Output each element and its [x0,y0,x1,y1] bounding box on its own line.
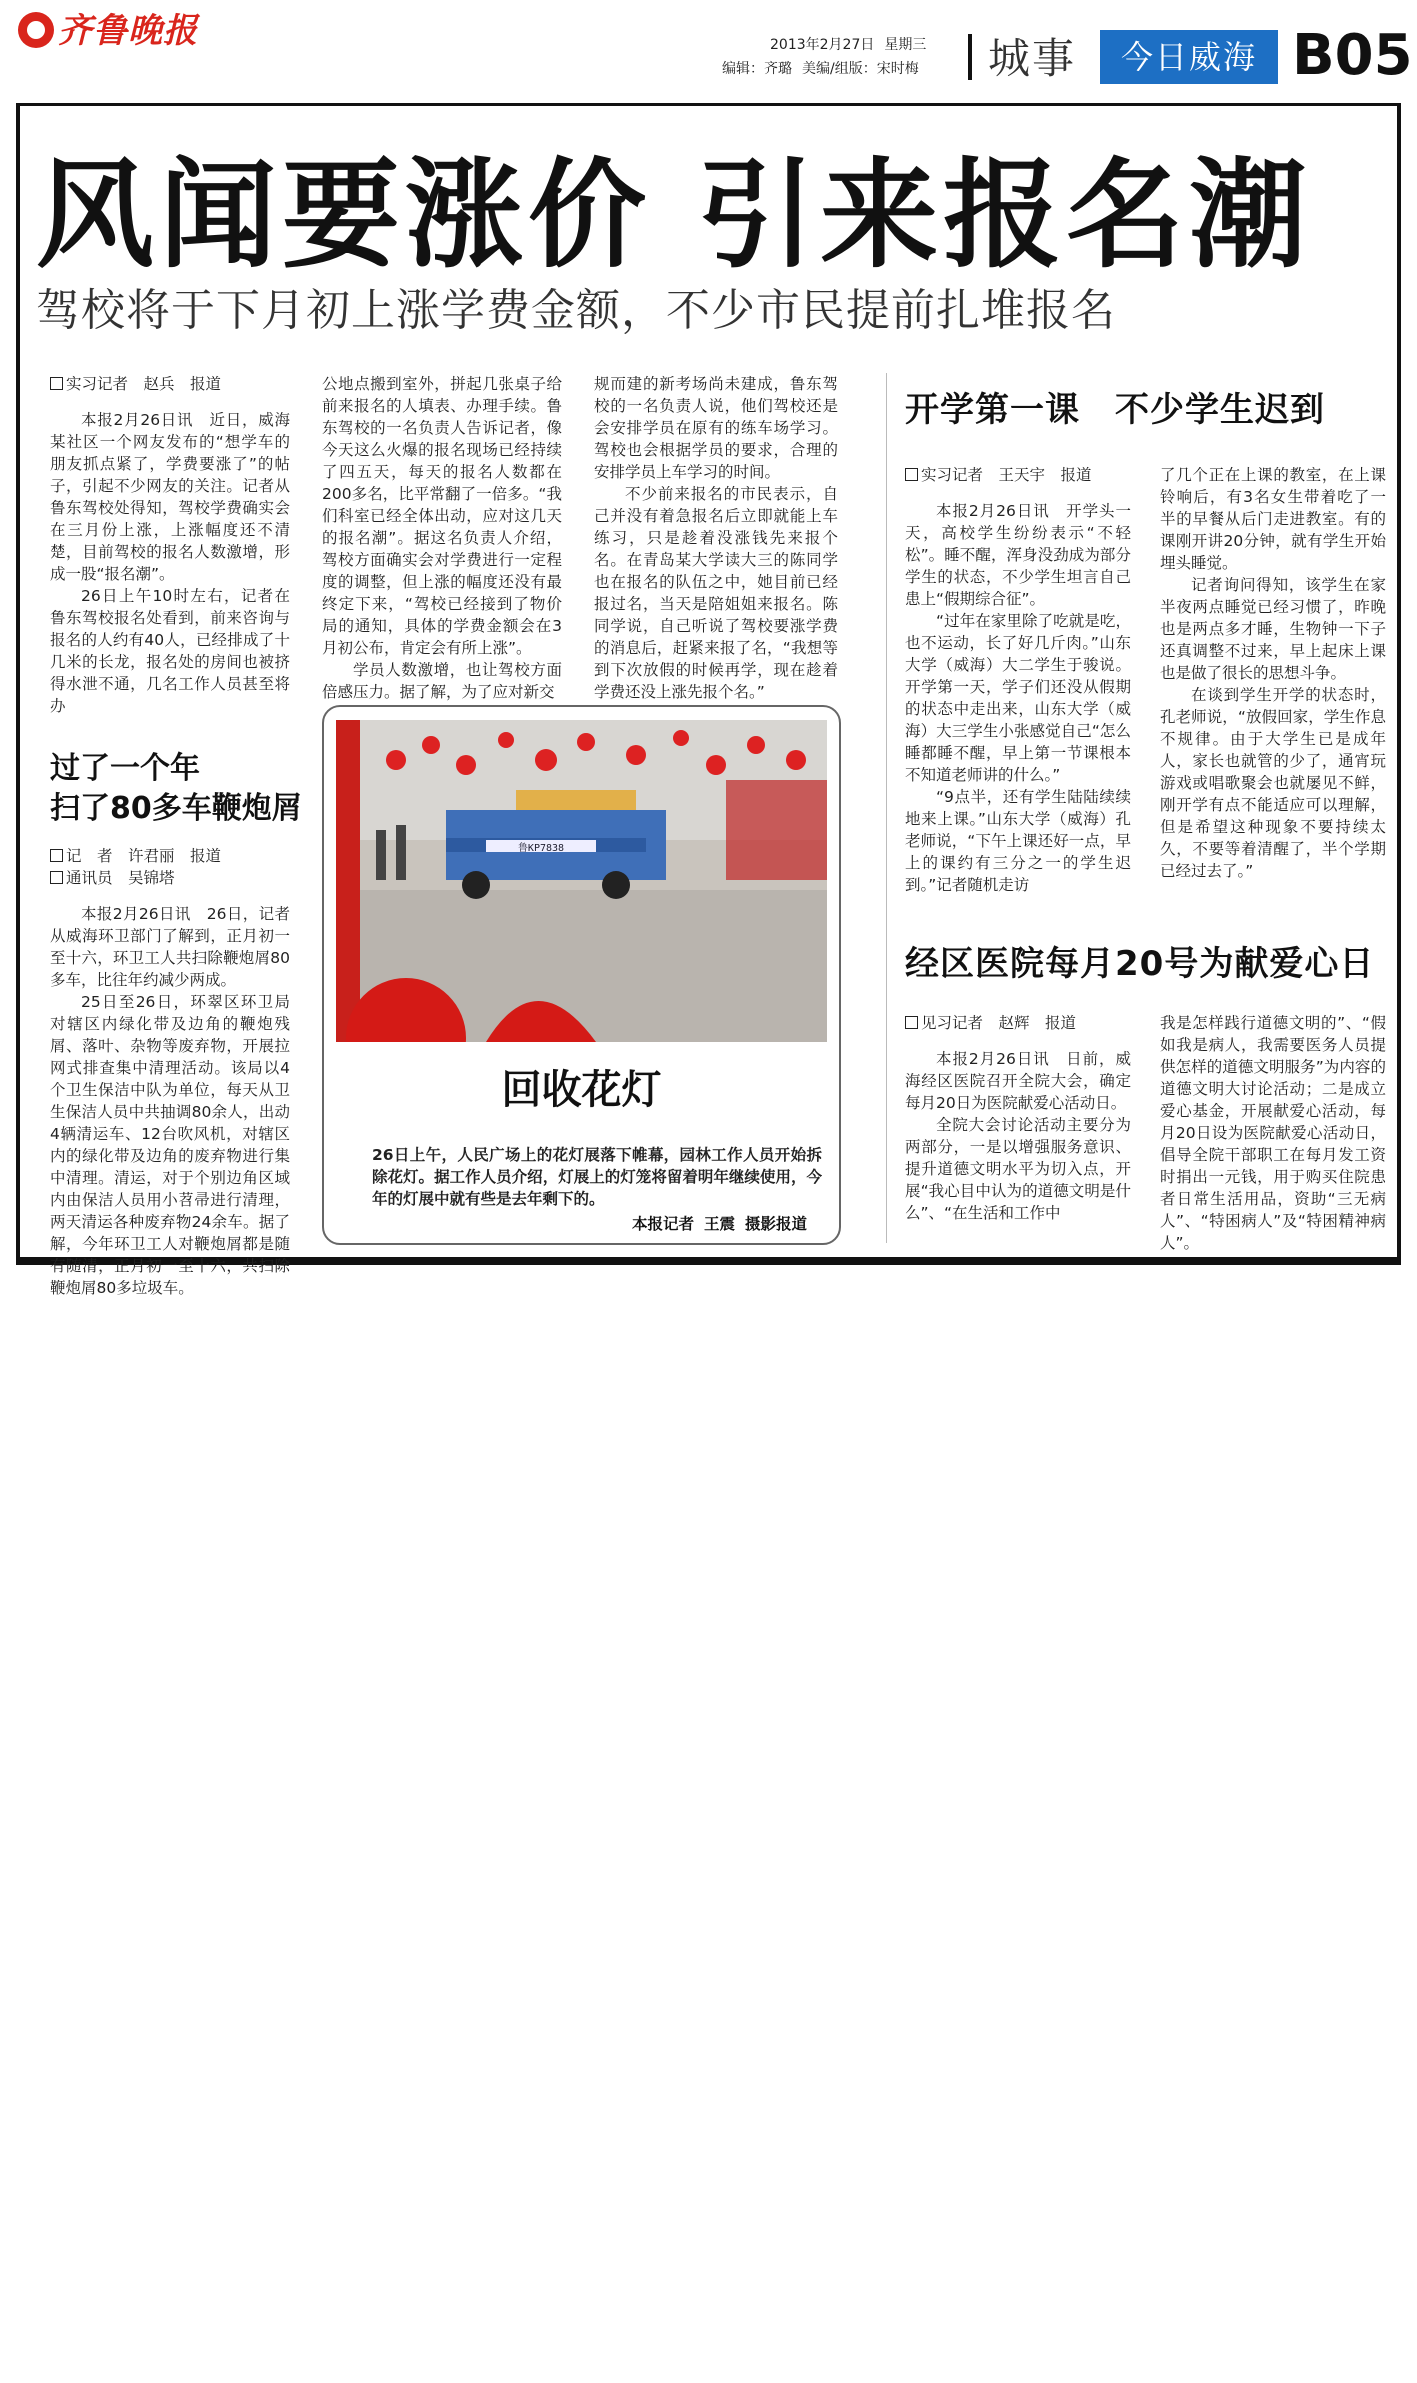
school-paragraph: “过年在家里除了吃就是吃，也不运动，长了好几斤肉。”山东大学（威海）大二学生于骏说。开学第一天，学子们还没从假期的状态中走出来，山东大学（威海）大三学生小张感觉自己“怎么睡都睡不醒，早上第一节课根本不知道老师讲的什么。” [905,612,1131,784]
logo-emblem-icon [18,12,54,48]
firecracker-byline: 记 者 许君丽 报道 [50,845,290,867]
lead-paragraph: 26日上午10时左右，记者在鲁东驾校报名处看到，前来咨询与报名的人约有40人，已经排成了十几米的长龙，报名处的房间也被挤得水泄不通，几名工作人员甚至将办 [50,587,290,715]
school-column-1 [905,464,1131,896]
hospital-paragraph: 全院大会讨论活动主要分为两部分，一是以增强服务意识、提升道德文明水平为切入点，开展“我心目中认为的道德文明是什么”、“在生活和工作中 [905,1116,1131,1222]
hospital-title: 经区医院每月20号为献爱心日 [905,944,1375,984]
firecracker-paragraph: 25日至26日，环翠区环卫局对辖区内绿化带及边角的鞭炮残屑、落叶、杂物等废弃物，开展拉网式排查集中清理活动。该局以4个卫生保洁中队为单位，每天从卫生保洁人员中共抽调80余人，出动4辆清运车、12台吹风机，对辖区内的绿化带及边角的废弃物进行集中清理。清运，对于个别边角区域内由保洁人员用小苕帚进行清理，两天清运各种废弃物24余车。据了解，今年环卫工人对鞭炮屑都是随有随清，正月初一至十六，共扫除鞭炮屑80多垃圾车。 [50,993,290,1297]
lead-paragraph: 本报2月26日讯 近日，威海某社区一个网友发布的“想学车的朋友抓点紧了，学费要涨了”的帖子，引起不少网友的关注。记者从鲁东驾校处得知，驾校学费确实会在三月份上涨，上涨幅度还不清楚，目前驾校的报名人数激增，形成一股“报名潮”。 [50,411,290,583]
school-paragraph: 记者询问得知，该学生在家半夜两点睡觉已经习惯了，昨晚也是两点多才睡，生物钟一下子还真调整不过来，早上起床上课也是做了很长的思想斗争。 [1160,576,1386,682]
region-badge: 今日威海 [1100,30,1278,84]
byline-box-icon [50,849,63,862]
issue-date-line [770,34,936,54]
school-column-2 [1160,464,1386,882]
editor: 编辑：齐璐 [722,61,792,77]
editor-line [722,58,929,78]
issue-date: 2013年2月27日 [770,37,875,53]
hospital-paragraph: 我是怎样践行道德文明的”、“假如我是病人，我需要医务人员提供怎样的道德文明服务”为内容的道德文明大讨论活动；二是成立爱心基金，开展献爱心活动，每月20日设为医院献爱心活动日，倡导全院干部职工在每月发工资时捐出一元钱，用于购买住院患者日常生活用品，资助“三无病人”、“特困病人”及“特困精神病人”。 [1160,1014,1386,1252]
byline-box-icon [905,468,918,481]
school-paragraph: “9点半，还有学生陆陆续续地来上课。”山东大学（威海）孔老师说，“下午上课还好一点，早上的课约有三分之一的学生迟到。”记者随机走访 [905,788,1131,894]
photo-credit-name: 王震 [704,1215,736,1233]
byline-box-icon [905,1016,918,1029]
lead-paragraph: 学员人数激增，也让驾校方面倍感压力。据了解，为了应对新交 [322,661,562,701]
firecracker-byline: 通讯员 吴锦塔 [50,867,290,889]
issue-weekday: 星期三 [884,37,927,53]
lead-subheadline: 驾校将于下月初上涨学费金额，不少市民提前扎堆报名 [36,285,1116,336]
lantern-photo [336,720,827,1042]
school-paragraph: 在谈到学生开学的状态时，孔老师说，“放假回家，学生作息不规律。由于大学生已是成年人，家长也就管的少了，通宵玩游戏或唱歌聚会也就屡见不鲜，刚开学有点不能适应可以理解，但是希望这种现象不要持续太久，不要等着清醒了，半个学期已经过去了。” [1160,686,1386,880]
lead-column-2 [322,373,562,703]
school-paragraph: 本报2月26日讯 开学头一天，高校学生纷纷表示“不轻松”。睡不醒，浑身没劲成为部分学生的状态，不少学生坦言自己患上“假期综合征”。 [905,502,1131,608]
lead-column-3 [594,373,838,703]
truck-plate: 鲁KP7838 [517,843,565,854]
photo-caption: 26日上午，人民广场上的花灯展落下帷幕，园林工作人员开始拆除花灯。据工作人员介绍，灯展上的灯笼将留着明年继续使用，今年的灯展中就有些是去年剩下的。 [372,1146,822,1208]
photo-title: 回收花灯 [501,1067,662,1113]
column-separator [886,373,887,1243]
firecracker-paragraph: 本报2月26日讯 26日，记者从威海环卫部门了解到，正月初一至十六，环卫工人共扫除鞭炮屑80多车，比往年约减少两成。 [50,905,290,989]
lead-paragraph: 规而建的新考场尚未建成，鲁东驾校的一名负责人说，他们驾校还是会安排学员在原有的练车场学习。驾校也会根据学员的要求，合理的安排学员上车学习的时间。 [594,375,838,481]
firecracker-title-line-2: 扫了80多车鞭炮屑 [50,791,302,826]
section-name: 城事 [988,34,1077,83]
firecracker-title-line-1: 过了一个年 [50,751,200,786]
lead-paragraph: 公地点搬到室外，拼起几张桌子给前来报名的人填表、办理手续。鲁东驾校的一名负责人告诉记者，像今天这么火爆的报名现场已经持续了四五天，每天的报名人数都在200多名，比平常翻了一倍多。“我们科室已经全体出动，应对这几天的报名潮”。据这名负责人介绍，驾校方面确实会对学费进行一定程度的调整，但上涨的幅度还没有最终定下来，“驾校已经接到了物价局的通知，具体的学费金额会在3月初公布，肯定会有所上涨”。 [322,375,562,657]
photo-credit-role: 本报记者 [632,1215,695,1233]
newspaper-logo [18,10,218,52]
designer: 美编/组版：宋时梅 [802,61,919,77]
school-byline: 实习记者 王天宇 报道 [905,464,1131,486]
hospital-paragraph: 本报2月26日讯 日前，威海经区医院召开全院大会，确定每月20日为医院献爱心活动日。 [905,1050,1131,1112]
photo-credit-note: 摄影报道 [745,1215,808,1233]
page-number: B05 [1292,23,1413,88]
lead-paragraph: 不少前来报名的市民表示，自己并没有着急报名后立即就能上车练习，只是趁着没涨钱先来报个名。在青岛某大学读大三的陈同学也在报名的队伍之中，她目前已经报过名，当天是陪姐姐来报名。陈同学说，自己听说了驾校要涨学费的消息后，赶紧来报了名，“我想等到下次放假的时候再学，现在趁着学费还没上涨先报个名。” [594,485,838,701]
lead-headline: 风闻要涨价 引来报名潮 [36,146,1313,284]
byline-box-icon [50,377,63,390]
masthead-divider [968,34,972,80]
hospital-byline: 见习记者 赵辉 报道 [905,1012,1131,1034]
hospital-column-2 [1160,1012,1386,1254]
logo-text: 齐鲁晚报 [58,11,198,51]
school-title: 开学第一课 不少学生迟到 [905,390,1325,430]
photo-credit [622,1212,807,1234]
lead-column-1 [50,373,302,1299]
lead-byline: 实习记者 赵兵 报道 [50,373,290,395]
hospital-column-1 [905,1012,1131,1224]
school-paragraph: 了几个正在上课的教室，在上课铃响后，有3名女生带着吃了一半的早餐从后门走进教室。有的课刚开讲20分钟，就有学生开始埋头睡觉。 [1160,466,1386,572]
lantern-truck-image [336,720,827,1042]
byline-box-icon [50,871,63,884]
